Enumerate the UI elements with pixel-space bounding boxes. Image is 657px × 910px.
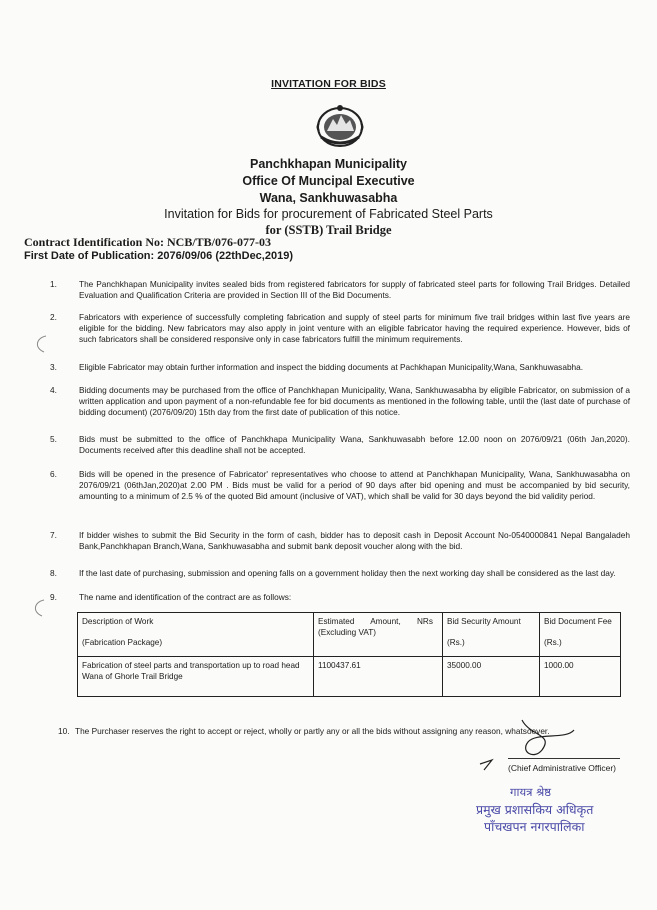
hole-punch-mark-icon bbox=[30, 332, 50, 356]
office-location: Wana, Sankhuwasabha bbox=[259, 191, 398, 205]
notice-subject: Invitation for Bids for procurement of Fabricated Steel Parts bbox=[164, 207, 493, 221]
notice-title: INVITATION FOR BIDS bbox=[271, 78, 386, 90]
table-row bbox=[78, 657, 621, 697]
office-name: Office Of Muncipal Executive bbox=[242, 174, 415, 188]
nepal-emblem-icon bbox=[313, 101, 367, 151]
municipality-name: Panchkhapan Municipality bbox=[250, 157, 407, 171]
table-header-row bbox=[78, 613, 621, 657]
table-header-cell: Bid Document Fee (Rs.) bbox=[540, 613, 621, 657]
signature-line bbox=[508, 758, 620, 759]
signatory-role: (Chief Administrative Officer) bbox=[508, 763, 617, 773]
hole-punch-mark-icon bbox=[28, 596, 48, 620]
stamp-name: गायत्र श्रेष्ठ bbox=[510, 785, 552, 799]
table-header-cell: Description of Work (Fabrication Package) bbox=[78, 613, 314, 657]
table-cell-estimated-amount: 1100437.61 bbox=[314, 657, 443, 697]
table-header-cell: Bid Security Amount (Rs.) bbox=[443, 613, 540, 657]
publication-date: First Date of Publication: 2076/09/06 (22thDec,2019) bbox=[24, 250, 293, 262]
contract-table bbox=[77, 612, 621, 697]
table-cell-bid-security: 35000.00 bbox=[443, 657, 540, 697]
stamp-designation: प्रमुख प्रशासकिय अधिकृत bbox=[476, 802, 594, 817]
notice-subject-for: for (SSTB) Trail Bridge bbox=[265, 223, 392, 237]
table-cell-document-fee: 1000.00 bbox=[540, 657, 621, 697]
stamp-office: पाँचखपन नगरपालिका bbox=[484, 819, 585, 834]
table-cell-description: Fabrication of steel parts and transportation up to road head Wana of Ghorle Trail Bridge bbox=[78, 657, 314, 697]
contract-identification: Contract Identification No: NCB/TB/076-077-03 bbox=[24, 235, 271, 249]
table-header-cell: Estimated Amount, NRs (Excluding VAT) bbox=[314, 613, 443, 657]
